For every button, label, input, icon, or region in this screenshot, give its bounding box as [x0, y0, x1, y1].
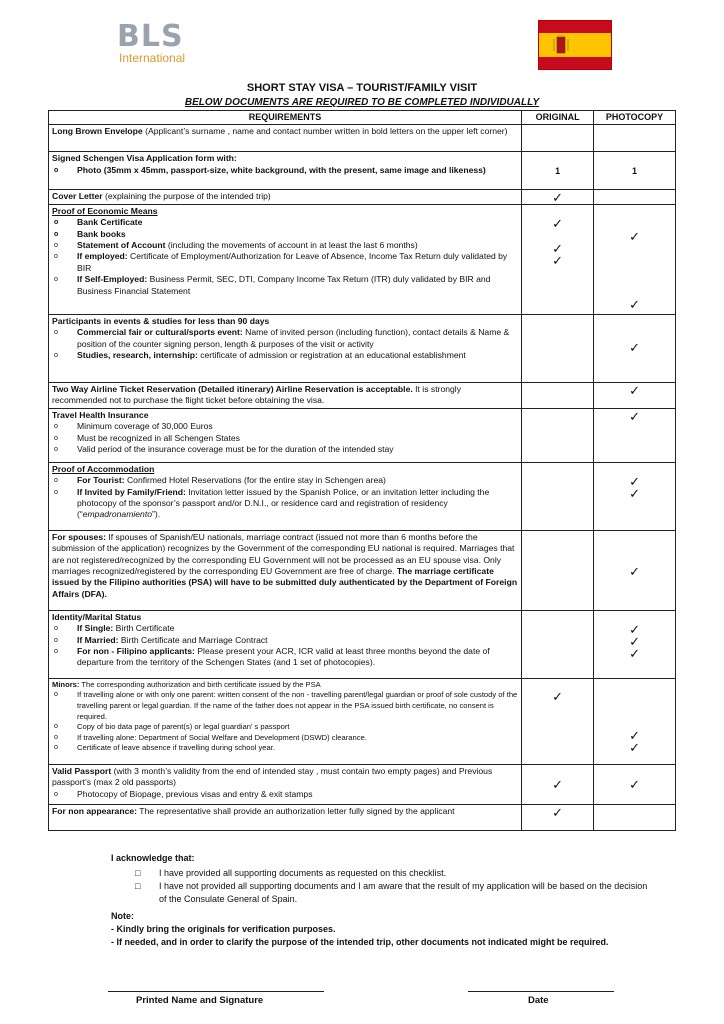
studies-text: certificate of admission or registration at an educational establishment — [197, 350, 466, 361]
economic-title: Proof of Economic Means — [52, 205, 158, 216]
check-mark: ✓ — [552, 776, 564, 792]
tourist-title: For Tourist: — [77, 475, 125, 486]
statement-title: Statement of Account — [77, 240, 166, 251]
employed-text: Certificate of Employment/Authorization for Leave of Absence, Income Tax Return duly validated by BIR — [77, 251, 508, 273]
row-spouses — [49, 530, 676, 610]
check-mark: ✓ — [629, 228, 640, 244]
minors-item: o Copy of bio data page of parent(s) or legal guardian’ s passport — [52, 722, 518, 733]
cover-text: (explaining the purpose of the intended trip) — [102, 191, 271, 202]
row-cover-letter — [49, 190, 676, 204]
date-label: Date — [528, 995, 549, 1006]
check-mark: ✓ — [629, 621, 640, 637]
minors-item: o If travelling alone or with only one parent: written consent of the non - travelling parent/legal guardian or proof of sole custody of the travelling parent or legal guardian. If the name of the father does not appear in the PSA issued birth certificate, no consent is required. — [52, 690, 518, 722]
check-mark: ✓ — [629, 727, 640, 743]
single-title: If Single: — [77, 623, 114, 634]
insurance-item: o Minimum coverage of 30,000 Euros — [52, 421, 518, 432]
row-accommodation — [49, 462, 676, 530]
check-mark: ✓ — [629, 485, 640, 501]
insurance-title: Travel Health Insurance — [52, 409, 149, 420]
statement-text: (including the movements of account in at least the last 6 months) — [165, 240, 418, 251]
check-mark: ✓ — [629, 339, 640, 355]
row-economic-means — [49, 204, 676, 314]
check-mark: ✓ — [629, 408, 640, 424]
signature-label: Printed Name and Signature — [136, 995, 264, 1006]
note-item: - If needed, and in order to clarify the purpose of the intended trip, other documents not indicated might be required. — [111, 937, 609, 947]
married-title: If Married: — [77, 634, 119, 645]
page-title: SHORT STAY VISA – TOURIST/FAMILY VISIT — [246, 82, 478, 94]
nonfilipino-text: Please present your ACR, ICR valid at least three months beyond the date of departure from the territory of the Schengen States (and 1 set of photocopies). — [77, 646, 490, 668]
row-application-form — [49, 152, 676, 190]
header-original: ORIGINAL — [522, 111, 594, 125]
passport-text: (with 3 month’s validity from the end of intended stay , must contain two empty pages) and Previous passport’s (max 2 old passports) — [52, 765, 493, 788]
form-photo-item: o Photo (35mm x 45mm, passport-size, white background, with the present, same image and likeness) — [52, 165, 518, 176]
minors-title-text: The corresponding authorization and birth certificate issued by the PSA — [79, 679, 321, 689]
row-identity — [49, 610, 676, 678]
check-mark: ✓ — [552, 190, 564, 206]
bls-logo — [117, 19, 197, 72]
header-requirements: REQUIREMENTS — [49, 111, 522, 125]
check-mark: ✓ — [552, 240, 564, 256]
events-title: Participants in events & studies for less than 90 days — [52, 315, 270, 326]
check-mark: ✓ — [552, 215, 564, 231]
check-mark: ✓ — [629, 776, 640, 792]
airline-text: It is strongly recommended not to purchase the flight ticket before obtaining the visa. — [52, 383, 461, 406]
logo-main-text: BLS — [117, 19, 184, 54]
date-line[interactable] — [468, 991, 614, 992]
note-item: - Kindly bring the originals for verification purposes. — [111, 924, 336, 934]
fair-title: Commercial fair or cultural/sports event: — [77, 327, 243, 338]
envelope-title: Long Brown Envelope — [52, 126, 143, 137]
check-mark: ✓ — [629, 563, 640, 579]
logo-sub-text: International — [119, 51, 186, 65]
spouses-bold-text: The marriage certificate issued by the Filipino authorities (PSA) will have to be submitted duly authenticated by the Department of Foreign Affairs (DFA). — [52, 566, 518, 599]
family-text: Invitation letter issued by the Spanish Police, or an invitation letter including the photocopy of the sponsor’s passport and/or D.N.I., or residence card and registration of residency (“ — [77, 486, 490, 520]
row-minors — [49, 678, 676, 764]
insurance-item: o Valid period of the insurance coverage must be for the duration of the intended stay — [52, 444, 518, 455]
minors-title: Minors: — [52, 679, 80, 689]
passport-title: Valid Passport — [52, 765, 112, 776]
row-envelope — [49, 125, 676, 152]
page-subtitle: BELOW DOCUMENTS ARE REQUIRED TO BE COMPLETED INDIVIDUALLY — [184, 97, 540, 108]
bank-books-item: o Bank books — [52, 229, 518, 240]
signature-line[interactable] — [108, 991, 324, 992]
header-photocopy: PHOTOCOPY — [594, 111, 676, 125]
check-mark: ✓ — [629, 633, 640, 649]
checkbox-icon[interactable]: □ — [135, 881, 141, 891]
check-mark: ✓ — [629, 382, 640, 398]
airline-title: Two Way Airline Ticket Reservation (Detailed itinerary) Airline Reservation is acceptable. — [52, 383, 413, 394]
envelope-text: (Applicant’s surname , name and contact number written in bold letters on the upper left corner) — [142, 126, 508, 137]
insurance-item: o Must be recognized in all Schengen States — [52, 433, 518, 444]
family-end: ”). — [152, 509, 161, 520]
acknowledge-title: I acknowledge that: — [111, 853, 195, 863]
nonappearance-title: For non appearance: — [52, 805, 137, 816]
spouses-title: For spouses: — [52, 531, 106, 542]
spain-flag-icon — [538, 20, 612, 70]
check-mark: ✓ — [629, 739, 640, 755]
minors-item: o Certificate of leave absence if travelling during school year. — [52, 743, 518, 754]
table-header-row — [49, 111, 676, 125]
tourist-text: Confirmed Hotel Reservations (for the entire stay in Schengen area) — [124, 475, 386, 486]
nonfilipino-title: For non - Filipino applicants: — [77, 646, 195, 657]
row-events-studies — [49, 314, 676, 382]
acknowledge-option-text: I have provided all supporting documents as requested on this checklist. — [159, 868, 447, 878]
check-mark: ✓ — [552, 252, 564, 268]
checkbox-icon[interactable]: □ — [135, 868, 141, 878]
requirements-table — [48, 110, 676, 831]
cover-title: Cover Letter — [52, 191, 103, 202]
nonappearance-text: The representative shall provide an authorization letter fully signed by the applicant — [137, 805, 455, 816]
row-non-appearance — [49, 804, 676, 830]
family-italic: empadronamiento — [82, 509, 153, 520]
acknowledgement-section — [111, 852, 651, 949]
family-title: If Invited by Family/Friend: — [77, 486, 186, 497]
check-mark: ✓ — [552, 688, 564, 704]
note-title: Note: — [111, 911, 134, 921]
row-insurance — [49, 408, 676, 462]
check-mark: ✓ — [629, 645, 640, 661]
identity-title: Identity/Marital Status — [52, 611, 142, 622]
check-mark: ✓ — [629, 296, 640, 312]
form-original-count: 1 — [555, 165, 561, 176]
spouses-text: If spouses of Spanish/EU nationals, marriage contract (issued not more than 6 months before the submission of the application) recognizes by the Government of the corresponding EU national is required. Marriages that are not registered/recognized by the corresponding EU Government will not be processed as an EU spouse visa. Only marriages recognized/registered by the corresponding EU Government are free of charge. — [52, 531, 515, 577]
single-text: Birth Certificate — [113, 623, 175, 634]
minors-item: o If travelling alone: Department of Social Welfare and Development (DSWD) clearance. — [52, 733, 518, 744]
studies-title: Studies, research, internship: — [77, 350, 198, 361]
check-mark: ✓ — [629, 473, 640, 489]
acknowledge-option[interactable] — [111, 880, 651, 906]
passport-item: o Photocopy of Biopage, previous visas and entry & exit stamps — [52, 789, 518, 800]
row-passport — [49, 764, 676, 804]
accommodation-title: Proof of Accommodation — [52, 463, 155, 474]
check-mark: ✓ — [552, 804, 564, 820]
fair-text: Name of invited person (including function), contact details & Name & position of the counter signing person, length & purposes of the visit or activity — [77, 327, 510, 349]
form-title: Signed Schengen Visa Application form with: — [52, 153, 237, 164]
acknowledge-option-text: I have not provided all supporting documents and I am aware that the result of my application will be based on the decision of the Consulate General of Spain. — [159, 881, 648, 904]
row-airline — [49, 382, 676, 408]
bank-certificate-item: o Bank Certificate — [52, 217, 518, 228]
form-photocopy-count: 1 — [632, 165, 638, 176]
employed-title: If employed: — [77, 251, 128, 262]
self-employed-text: Business Permit, SEC, DTI, Company Income Tax Return (ITR) duly validated by BIR and Business Financial Statement — [77, 274, 491, 296]
married-text: Birth Certificate and Marriage Contract — [118, 634, 268, 645]
self-employed-title: If Self-Employed: — [77, 274, 148, 285]
acknowledge-option[interactable] — [111, 867, 651, 880]
